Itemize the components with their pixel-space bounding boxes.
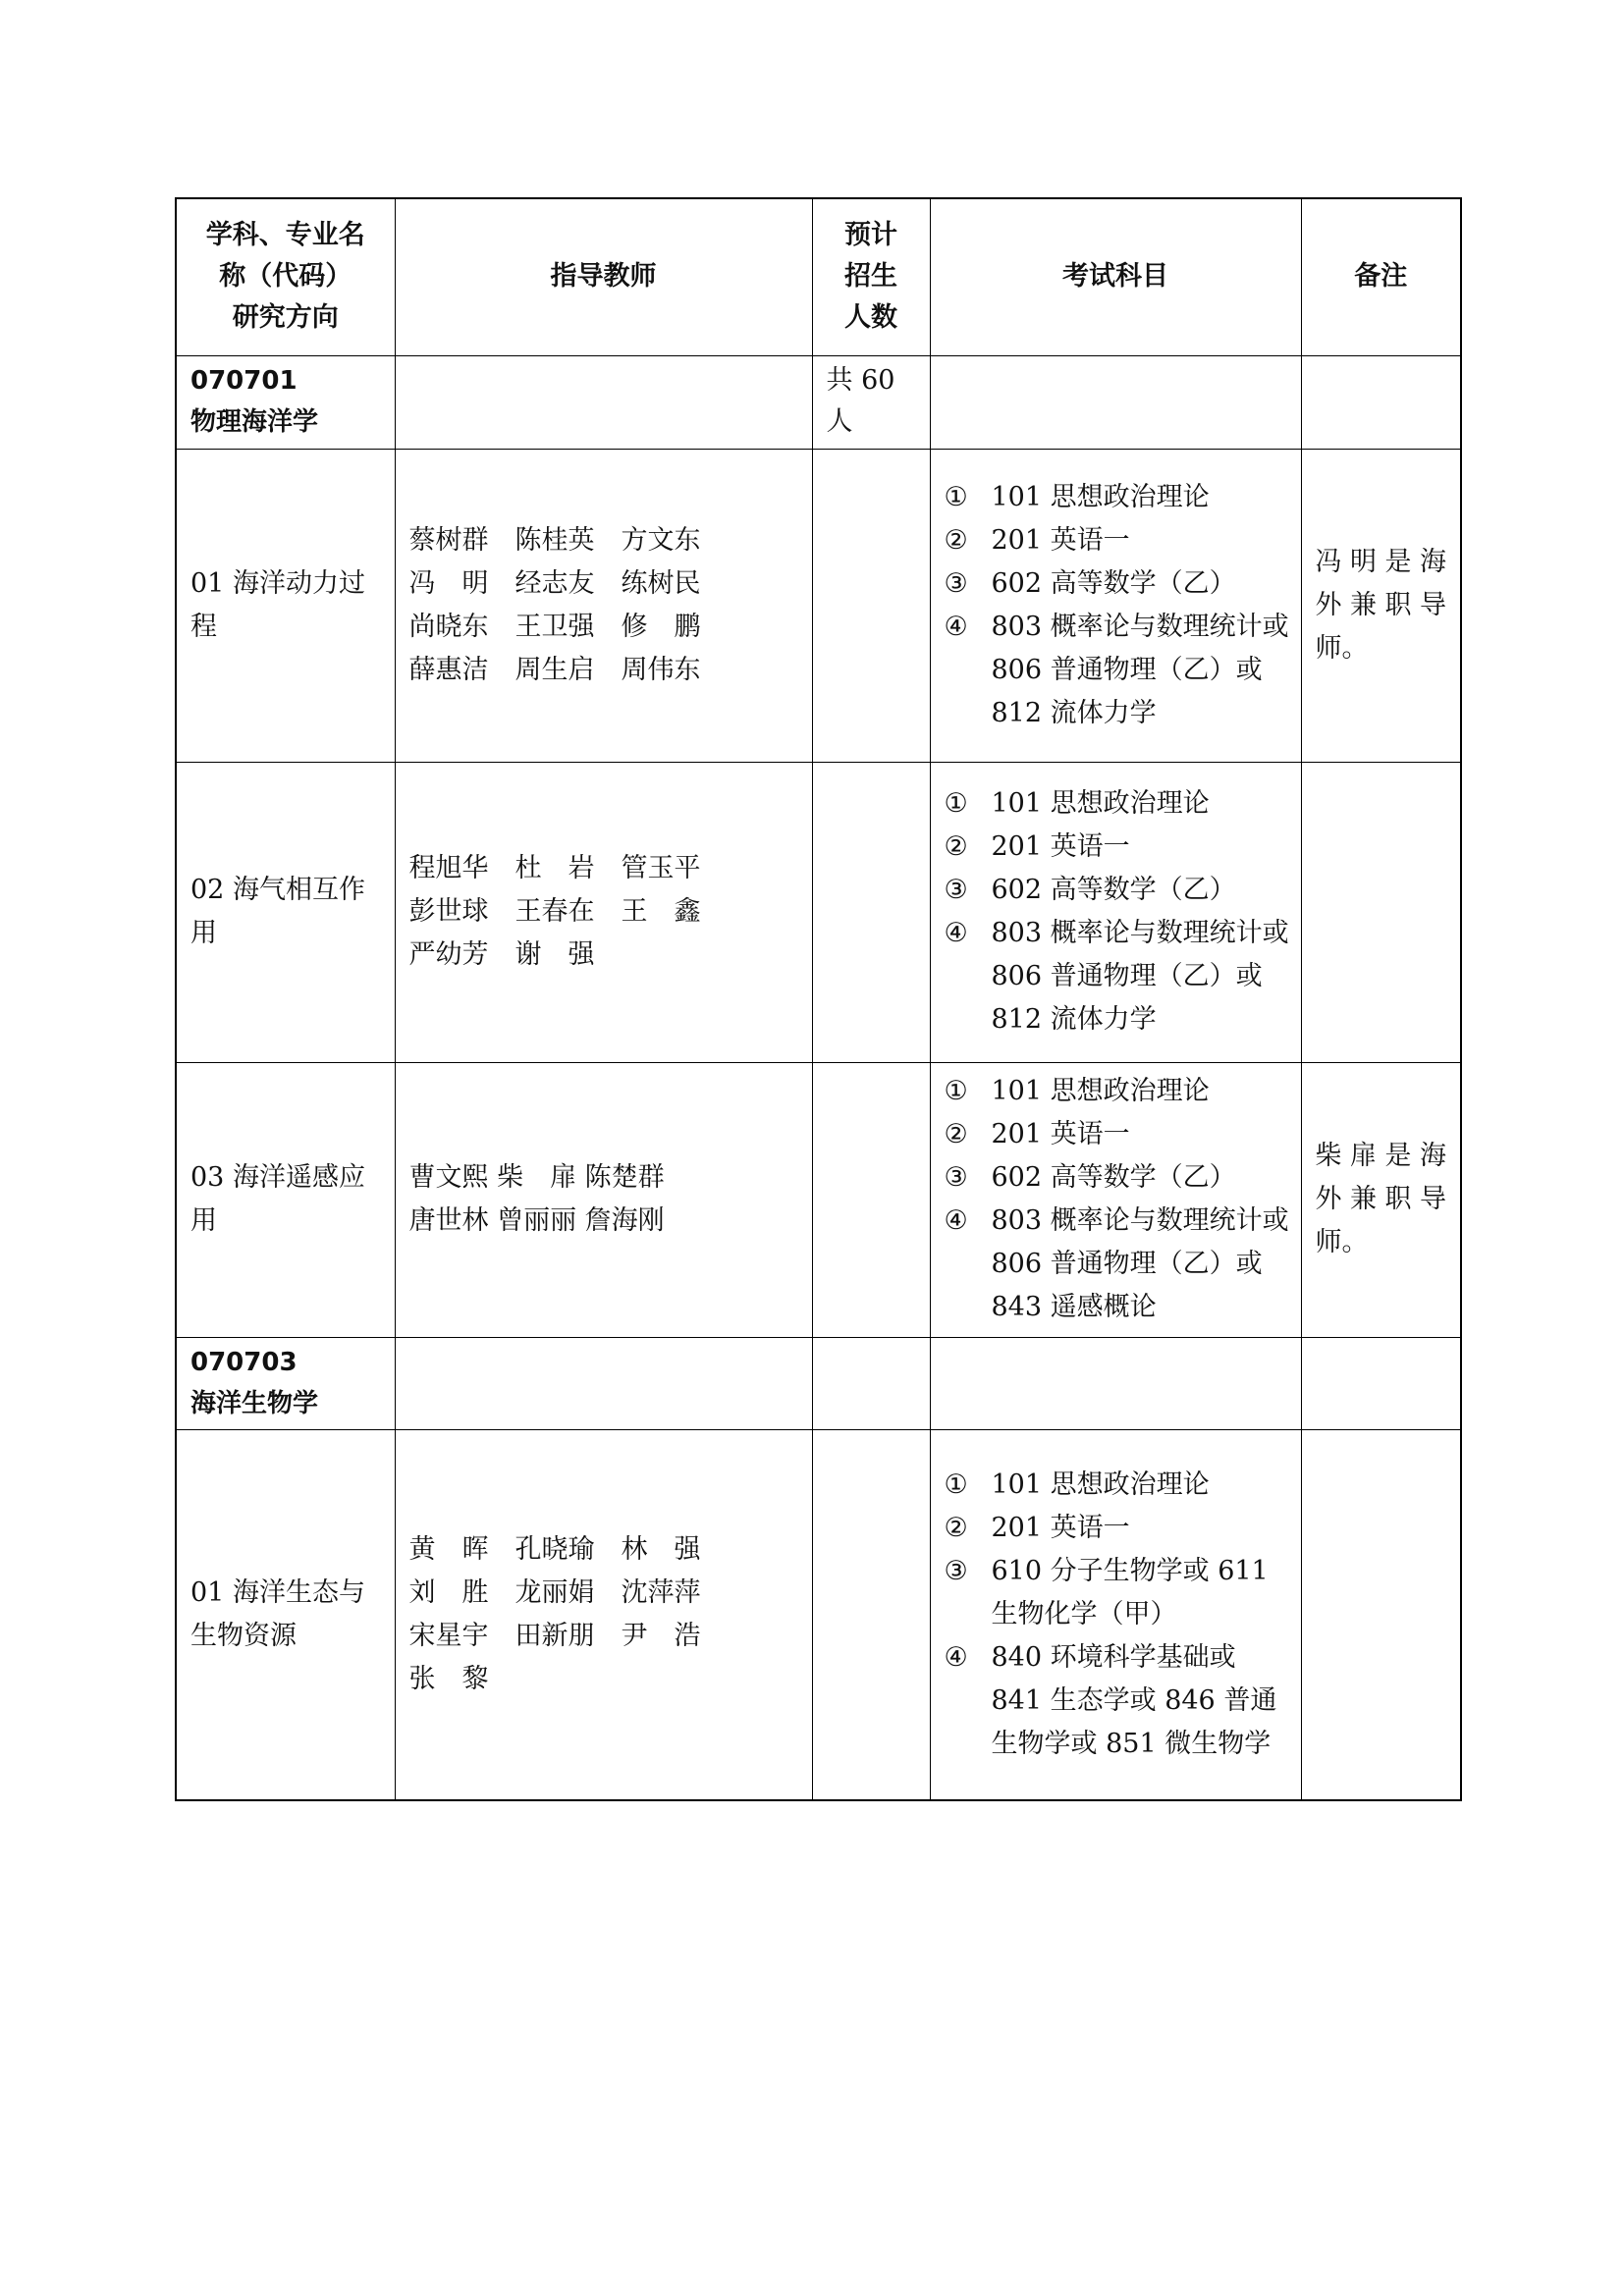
major-name: 海洋生物学 — [190, 1388, 319, 1418]
exam-subject: ② 201 英语一 — [944, 524, 1130, 556]
remark: 冯明是海外兼职导师。 — [1301, 449, 1461, 762]
exam-subject: ① 101 思想政治理论 — [944, 481, 1210, 512]
exam-subject: ③ 602 高等数学（乙） — [944, 875, 1236, 905]
direction-row — [176, 1062, 1461, 1337]
major-row — [176, 1337, 1461, 1429]
exam-subject: ① 101 思想政治理论 — [944, 1076, 1210, 1106]
direction-title: 02 海气相互作用 — [176, 762, 395, 1062]
exam-subject: ③ 610 分子生物学或 611 生物化学（甲） — [944, 1555, 1269, 1629]
advisor-list: 曹文熙 柴 扉 陈楚群 唐世林 曾丽丽 詹海刚 — [395, 1062, 812, 1337]
major-name: 物理海洋学 — [190, 406, 319, 437]
exam-subject-list — [930, 449, 1301, 762]
exam-subject: ① 101 思想政治理论 — [944, 1468, 1210, 1500]
exam-subject: ② 201 英语一 — [944, 1119, 1130, 1149]
header-advisors: 指导教师 — [395, 198, 812, 355]
exam-subject: ④ 803 概率论与数理统计或 806 普通物理（乙）或 812 流体力学 — [944, 918, 1289, 1035]
enrollment-table — [175, 197, 1462, 1801]
exam-subject-list — [930, 1062, 1301, 1337]
enrollment-count: 共 60 人 — [812, 355, 930, 449]
advisor-list: 蔡树群 陈桂英 方文东 冯 明 经志友 练树民 尚晓东 王卫强 修 鹏 薛惠洁 周生启 周伟东 — [395, 449, 812, 762]
header-count: 预计 招生 人数 — [812, 198, 930, 355]
major-code: 070703 — [190, 1347, 298, 1377]
enrollment-page — [175, 197, 1460, 1801]
advisor-list: 程旭华 杜 岩 管玉平 彭世球 王春在 王 鑫 严幼芳 谢 强 — [395, 762, 812, 1062]
exam-subject: ③ 602 高等数学（乙） — [944, 567, 1236, 599]
direction-title: 03 海洋遥感应用 — [176, 1062, 395, 1337]
major-code: 070701 — [190, 365, 298, 396]
remark: 柴扉是海外兼职导师。 — [1301, 1062, 1461, 1337]
major-cell — [176, 1337, 395, 1429]
remark — [1301, 1429, 1461, 1800]
exam-subject: ① 101 思想政治理论 — [944, 788, 1210, 819]
exam-subject: ② 201 英语一 — [944, 1512, 1130, 1543]
direction-title: 01 海洋生态与生物资源 — [176, 1429, 395, 1800]
enrollment-count — [812, 1337, 930, 1429]
advisor-list: 黄 晖 孔晓瑜 林 强 刘 胜 龙丽娟 沈萍萍 宋星宇 田新朋 尹 浩 张 黎 — [395, 1429, 812, 1800]
exam-subject: ④ 840 环境科学基础或 841 生态学或 846 普通生物学或 851 微生物学 — [944, 1641, 1277, 1759]
direction-row — [176, 1429, 1461, 1800]
exam-subject: ③ 602 高等数学（乙） — [944, 1162, 1236, 1193]
header-major: 学科、专业名 称（代码） 研究方向 — [176, 198, 395, 355]
major-cell — [176, 355, 395, 449]
direction-title: 01 海洋动力过程 — [176, 449, 395, 762]
exam-subject-list — [930, 762, 1301, 1062]
exam-subject: ④ 803 概率论与数理统计或 806 普通物理（乙）或 843 遥感概论 — [944, 1205, 1289, 1322]
direction-row — [176, 762, 1461, 1062]
remark — [1301, 762, 1461, 1062]
exam-subject: ④ 803 概率论与数理统计或 806 普通物理（乙）或 812 流体力学 — [944, 611, 1289, 728]
header-remarks: 备注 — [1301, 198, 1461, 355]
direction-row — [176, 449, 1461, 762]
major-row — [176, 355, 1461, 449]
table-header-row — [176, 198, 1461, 355]
exam-subject: ② 201 英语一 — [944, 831, 1130, 862]
header-exam-subjects: 考试科目 — [930, 198, 1301, 355]
exam-subject-list — [930, 1429, 1301, 1800]
